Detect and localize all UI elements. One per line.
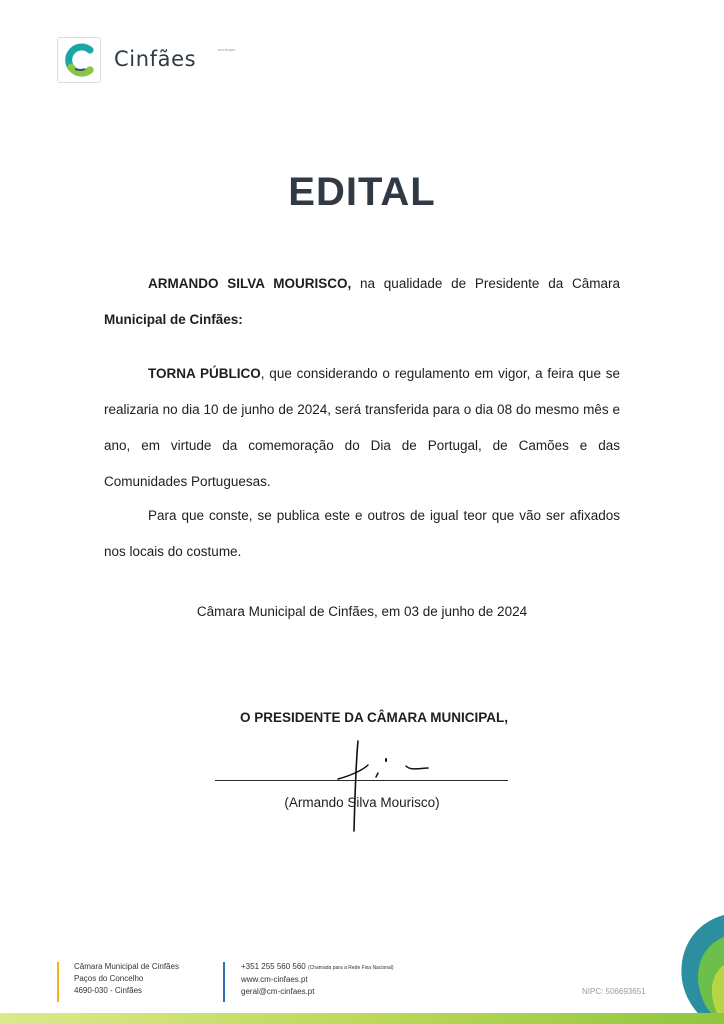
footer-address-line: Paços do Concelho	[74, 974, 144, 983]
footer-address-line: 4690-030 - Cinfães	[74, 986, 143, 995]
municipality-logo	[57, 37, 236, 83]
logo-frame	[57, 37, 101, 83]
intro-text: na qualidade de Presidente da Câmara	[351, 276, 620, 291]
footer-divider-yellow	[57, 962, 59, 1002]
cinfaes-c-logo-icon	[63, 43, 97, 77]
footer-phone-note: (Chamada para a Rede Fixa Nacional)	[307, 965, 394, 971]
announcement-paragraph	[104, 356, 620, 500]
footer-email[interactable]: geral@cm-cinfaes.pt	[241, 987, 315, 996]
president-name: ARMANDO SILVA MOURISCO,	[148, 276, 352, 291]
footer-website[interactable]: www.cm-cinfaes.pt	[241, 975, 308, 984]
footer-color-band	[0, 1013, 724, 1024]
closing-text: Para que conste, se publica este e outros de igual teor que vão ser afixados nos locais do costume.	[104, 508, 620, 559]
municipality-name: Municipal de Cinfães:	[104, 312, 243, 327]
handwritten-signature	[318, 737, 438, 835]
announcement-text: , que considerando o regulamento em vigor, a feira que se realizaria no dia 10 de junho de 2024, será transferida para o dia 08 do mesmo mês e ano, em virtude da comemoração do Dia de Portugal, de Camões e das Comunidades Portuguesas.	[104, 366, 620, 489]
document-title: EDITAL	[288, 170, 436, 214]
footer-address	[74, 961, 179, 997]
logo-wordmark: Cinfães	[114, 47, 197, 71]
footer-nipc: NIPC: 506693651	[582, 987, 646, 996]
logo-subtext: município	[218, 47, 236, 52]
signature-title: O PRESIDENTE DA CÂMARA MUNICIPAL,	[240, 710, 509, 725]
signatory-name: (Armando Silva Mourisco)	[284, 795, 440, 810]
closing-paragraph	[104, 498, 620, 570]
footer-contacts	[241, 961, 394, 998]
corner-decoration-icon	[664, 915, 724, 1024]
place-and-date: Câmara Municipal de Cinfães, em 03 de junho de 2024	[196, 604, 528, 619]
footer-phone: +351 255 560 560	[241, 962, 306, 971]
footer-phone-line	[241, 961, 394, 974]
intro-paragraph	[104, 266, 620, 338]
announcement-lead: TORNA PÚBLICO	[148, 366, 261, 381]
footer-divider-blue	[223, 962, 225, 1002]
footer-address-line: Câmara Municipal de Cinfães	[74, 962, 179, 971]
